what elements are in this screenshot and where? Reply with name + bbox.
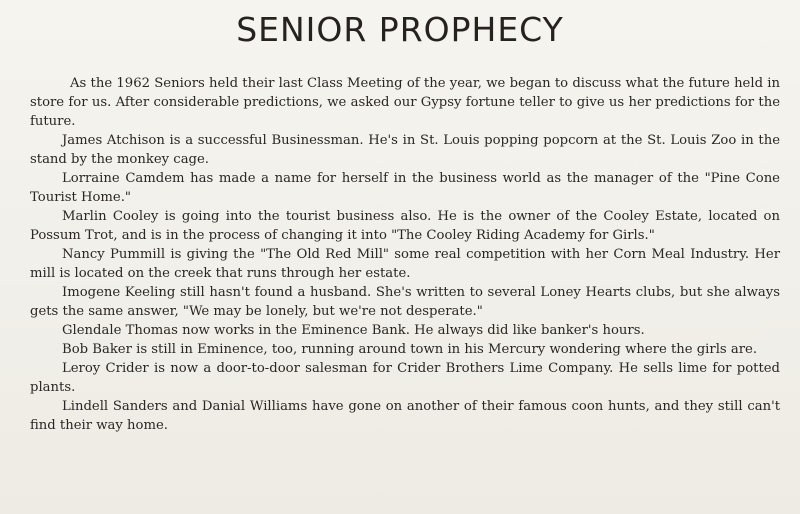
prophecy-paragraph: Bob Baker is still in Eminence, too, running around town in his Mercury wondering where the girls are. [62, 342, 758, 357]
prophecy-paragraph: Imogene Keeling still hasn't found a husband. She's written to several Loney Hearts clubs, but she always gets the same answer, "We may be lonely, but we're not desperate." [30, 285, 780, 319]
prophecy-paragraph: Lorraine Camdem has made a name for herself in the business world as the manager of the "Pine Cone Tourist Home." [30, 171, 780, 205]
prophecy-paragraph: Marlin Cooley is going into the tourist business also. He is the owner of the Cooley Estate, located on Possum Trot, and is in the process of changing it into "The Cooley Riding Academy for Girls." [30, 209, 780, 243]
prophecy-paragraph: Leroy Crider is now a door-to-door salesman for Crider Brothers Lime Company. He sells lime for potted plants. [30, 361, 780, 395]
intro-paragraph: As the 1962 Seniors held their last Class Meeting of the year, we began to discuss what the future held in store for us. After considerable predictions, we asked our Gypsy fortune teller to give us her predictions for the future. [30, 76, 780, 129]
prophecy-paragraph: Glendale Thomas now works in the Eminence Bank. He always did like banker's hours. [62, 323, 645, 338]
prophecy-paragraph: Lindell Sanders and Danial Williams have gone on another of their famous coon hunts, and they still can't find their way home. [30, 399, 780, 433]
prophecy-paragraph: James Atchison is a successful Businessman. He's in St. Louis popping popcorn at the St. Louis Zoo in the stand by the monkey cage. [30, 133, 780, 167]
prophecy-paragraph: Nancy Pummill is giving the "The Old Red Mill" some real competition with her Corn Meal Industry. Her mill is located on the creek that runs through her estate. [30, 247, 780, 281]
prophecy-body [30, 74, 780, 435]
page-title: SENIOR PROPHECY [236, 10, 564, 49]
